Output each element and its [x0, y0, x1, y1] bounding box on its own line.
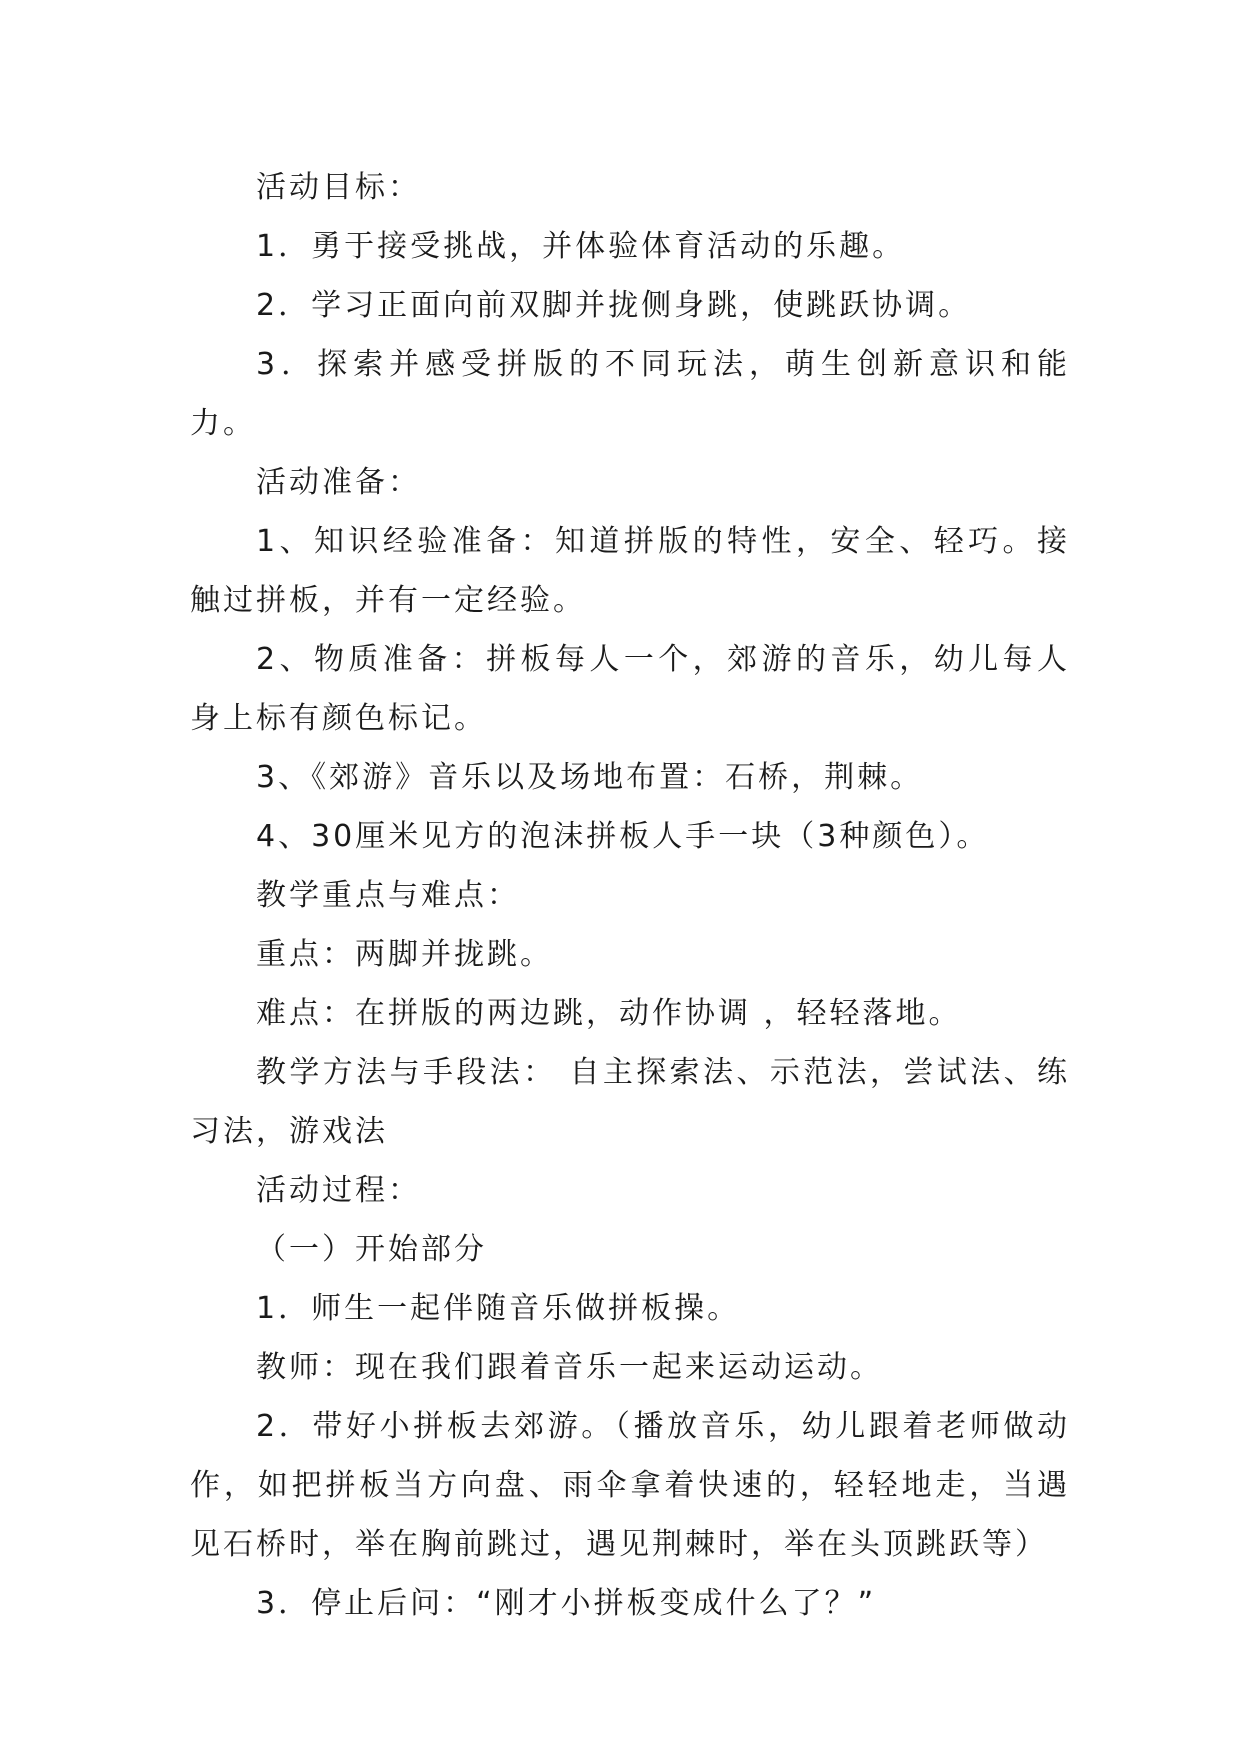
document-body	[190, 158, 1070, 1633]
paragraph-preparation-3: 3、《郊游》音乐以及场地布置：石桥，荆棘。	[256, 760, 924, 795]
paragraph-activity-goals-heading: 活动目标：	[256, 170, 421, 205]
paragraph-methods: 教学方法与手段法： 自主探索法、示范法，尝试法、练习法，游戏法	[190, 1055, 1070, 1149]
paragraph-preparation-heading: 活动准备：	[256, 465, 421, 500]
paragraph-step-1: 1．师生一起伴随音乐做拼板操。	[256, 1291, 741, 1326]
paragraph-preparation-2: 2、物质准备：拼板每人一个，郊游的音乐，幼儿每人身上标有颜色标记。	[190, 642, 1070, 736]
paragraph-preparation-1: 1、知识经验准备：知道拼版的特性，安全、轻巧。接触过拼板，并有一定经验。	[190, 524, 1070, 618]
paragraph-key-points-heading: 教学重点与难点：	[256, 878, 520, 913]
paragraph-teacher-line: 教师：现在我们跟着音乐一起来运动运动。	[256, 1350, 883, 1385]
paragraph-preparation-4: 4、30厘米见方的泡沫拼板人手一块（3种颜色）。	[256, 819, 990, 854]
paragraph-goal-2: 2．学习正面向前双脚并拢侧身跳，使跳跃协调。	[256, 288, 972, 323]
paragraph-step-2: 2．带好小拼板去郊游。（播放音乐，幼儿跟着老师做动作，如把拼板当方向盘、雨伞拿着快速的，轻轻地走，当遇见石桥时，举在胸前跳过，遇见荆棘时，举在头顶跳跃等）	[190, 1409, 1070, 1562]
paragraph-step-3: 3．停止后问：“刚才小拼板变成什么了？”	[256, 1586, 877, 1621]
paragraph-goal-1: 1．勇于接受挑战，并体验体育活动的乐趣。	[256, 229, 906, 264]
paragraph-difficulty: 难点：在拼版的两边跳，动作协调 ，轻轻落地。	[256, 996, 962, 1031]
paragraph-goal-3: 3．探索并感受拼版的不同玩法，萌生创新意识和能力。	[190, 347, 1070, 441]
paragraph-process-heading: 活动过程：	[256, 1173, 421, 1208]
paragraph-section-start: （一）开始部分	[256, 1232, 487, 1267]
paragraph-key-point: 重点：两脚并拢跳。	[256, 937, 553, 972]
